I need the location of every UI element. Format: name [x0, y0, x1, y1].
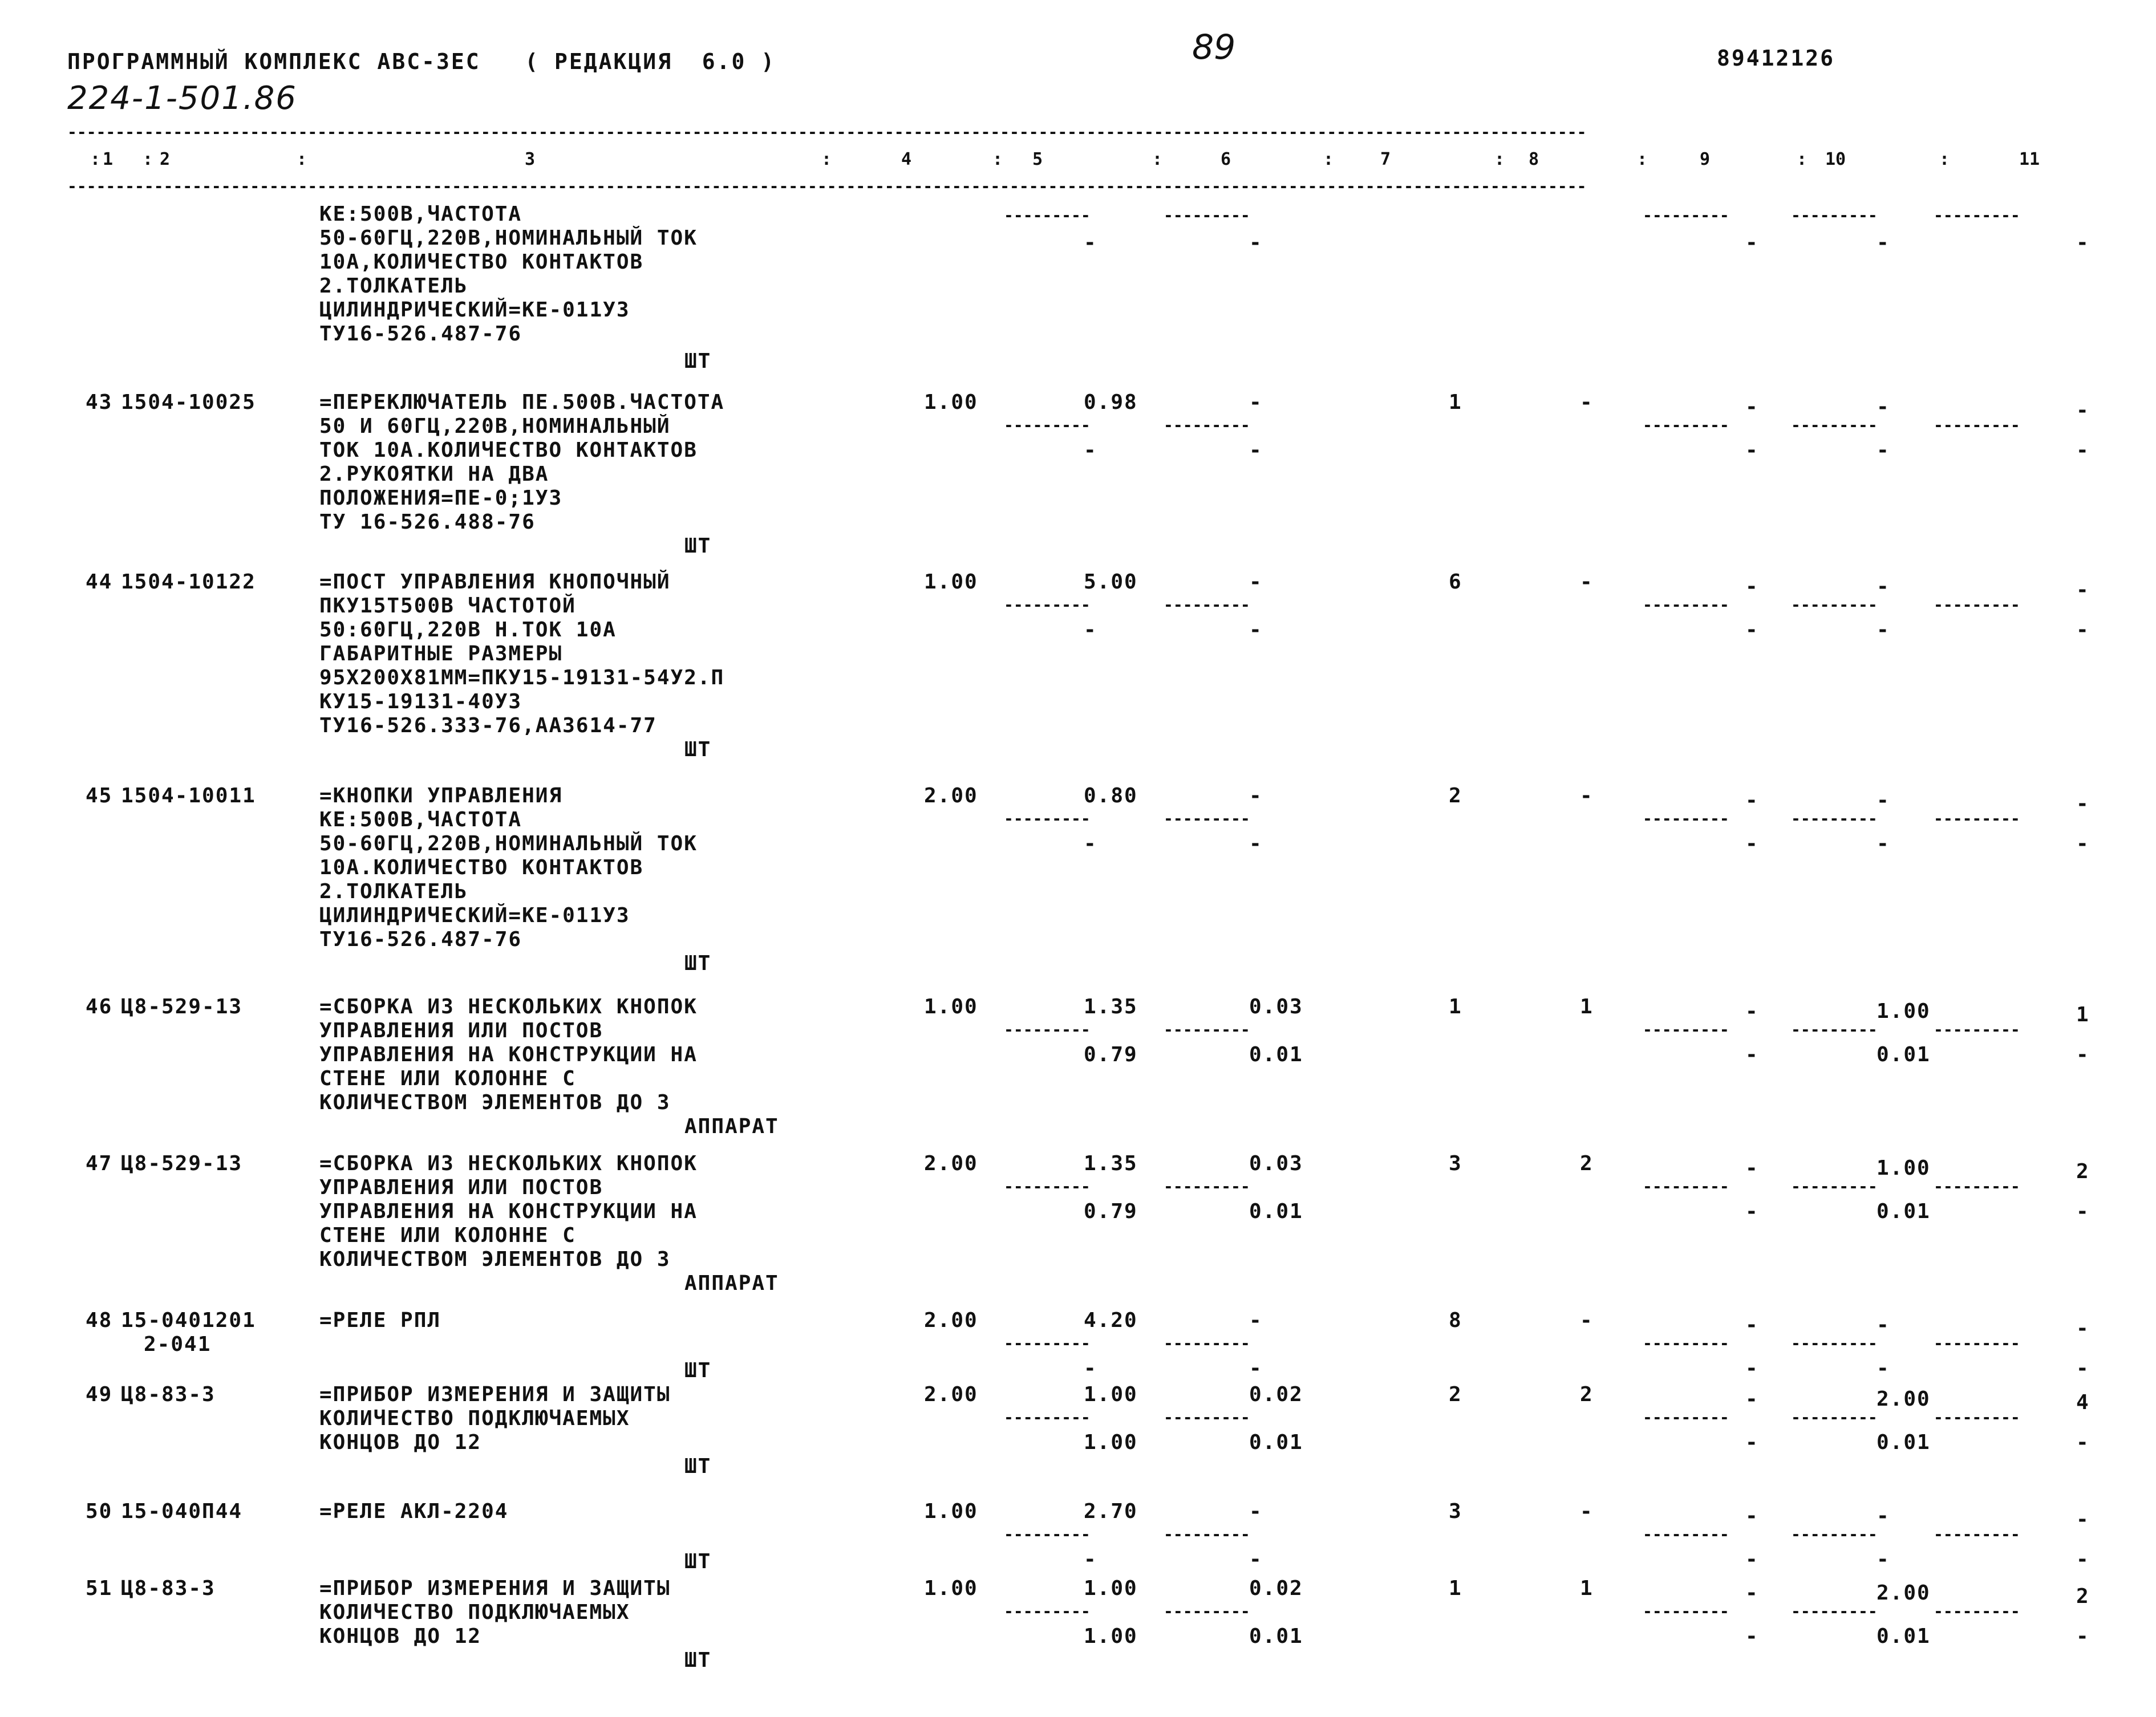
document-code: 89412126	[1717, 46, 1835, 71]
cell-col6-bottom: 0.01	[1249, 1200, 1303, 1223]
cell-col6-top: -	[1249, 784, 1263, 807]
cell-col5-top: 1.35	[1084, 995, 1138, 1018]
cell-divider-c10: ---------	[1791, 1525, 1878, 1544]
column-separator: :	[1323, 149, 1334, 169]
description-line: 2.РУКОЯТКИ НА ДВА	[319, 462, 549, 486]
row-code: 15-0401201	[121, 1309, 256, 1332]
description-line: ЦИЛИНДРИЧЕСКИЙ=КЕ-011У3	[319, 298, 630, 322]
column-separator: :	[297, 149, 307, 169]
cell-col5-top: 4.20	[1084, 1309, 1138, 1332]
unit-label: ШТ	[684, 1359, 712, 1382]
cell-col10-bottom: -	[1877, 832, 1890, 855]
description-line: КУ15-19131-40У3	[319, 690, 522, 713]
cell-col9-bottom: -	[1745, 231, 1759, 254]
description-line: СТЕНЕ ИЛИ КОЛОННЕ С	[319, 1067, 576, 1090]
cell-col4: 1.00	[924, 570, 978, 594]
description-line: =ПРИБОР ИЗМЕРЕНИЯ И ЗАЩИТЫ	[319, 1577, 671, 1600]
cell-divider-c11: ---------	[1934, 1408, 2020, 1427]
cell-divider-c11: ---------	[1934, 1177, 2020, 1196]
description-line: 50 И 60ГЦ,220В,НОМИНАЛЬНЫЙ	[319, 415, 671, 438]
cell-divider-c10: ---------	[1791, 595, 1878, 614]
cell-col7: 8	[1449, 1309, 1462, 1332]
description-line: ТУ16-526.487-76	[319, 928, 522, 951]
cell-col8: 1	[1580, 1577, 1594, 1600]
cell-col9-top: -	[1745, 1504, 1759, 1528]
column-header-6: 6	[1221, 149, 1231, 169]
column-header-5: 5	[1032, 149, 1043, 169]
cell-col5-bottom: 0.79	[1084, 1043, 1138, 1066]
column-header-3: 3	[525, 149, 536, 169]
cell-col7: 1	[1449, 391, 1462, 414]
column-separator: :	[821, 149, 832, 169]
cell-col8: 2	[1580, 1383, 1594, 1406]
row-code: 1504-10122	[121, 570, 256, 594]
row-code: Ц8-529-13	[121, 1152, 243, 1175]
cell-divider-c9: ---------	[1643, 1525, 1729, 1544]
cell-divider-c10: ---------	[1791, 1408, 1878, 1427]
cell-col9-top: -	[1745, 789, 1759, 812]
cell-col11-bottom: -	[2076, 1625, 2090, 1648]
cell-col7: 6	[1449, 570, 1462, 594]
description-line: ПКУ15Т500В ЧАСТОТОЙ	[319, 594, 576, 618]
cell-divider-c11: ---------	[1934, 416, 2020, 435]
cell-col5-bottom: -	[1084, 1548, 1097, 1571]
row-code: Ц8-529-13	[121, 995, 243, 1018]
cell-divider-c6: ---------	[1164, 1177, 1250, 1196]
cell-divider-c9: ---------	[1643, 1334, 1729, 1353]
table-header-rule: --------------------------------------------------------------------------------------------------------------------------------------------------------------	[67, 177, 1587, 196]
cell-divider-c6: ---------	[1164, 809, 1250, 828]
column-header-7: 7	[1380, 149, 1391, 169]
cell-col5-top: 5.00	[1084, 570, 1138, 594]
row-number: 51	[86, 1577, 113, 1600]
cell-col4: 1.00	[924, 1500, 978, 1523]
cell-col10-top: -	[1877, 1504, 1890, 1528]
cell-col7: 3	[1449, 1500, 1462, 1523]
description-line: ЦИЛИНДРИЧЕСКИЙ=КЕ-011У3	[319, 904, 630, 927]
cell-col9-bottom: -	[1745, 1357, 1759, 1380]
cell-divider-c5: ---------	[1004, 809, 1091, 828]
cell-col10-bottom: -	[1877, 618, 1890, 642]
cell-col6-top: -	[1249, 570, 1263, 594]
cell-divider-c5: ---------	[1004, 1177, 1091, 1196]
description-line: КОНЦОВ ДО 12	[319, 1625, 482, 1648]
row-code: Ц8-83-3	[121, 1383, 216, 1406]
description-line: УПРАВЛЕНИЯ НА КОНСТРУКЦИИ НА	[319, 1200, 698, 1223]
row-number: 46	[86, 995, 113, 1018]
cell-col11-top: 2	[2076, 1160, 2090, 1183]
description-line: ПОЛОЖЕНИЯ=ПЕ-0;1У3	[319, 486, 563, 510]
cell-col7: 2	[1449, 784, 1462, 807]
cell-col4: 2.00	[924, 1309, 978, 1332]
description-line: ТУ16-526.487-76	[319, 322, 522, 346]
cell-col10-top: -	[1877, 789, 1890, 812]
column-header-11: 11	[2019, 149, 2040, 169]
row-number: 50	[86, 1500, 113, 1523]
cell-col8: -	[1580, 1309, 1594, 1332]
description-line: КЕ:500В,ЧАСТОТА	[319, 202, 522, 226]
row-code: Ц8-83-3	[121, 1577, 216, 1600]
cell-col6-top: 0.03	[1249, 995, 1303, 1018]
cell-divider-c9: ---------	[1643, 1408, 1729, 1427]
cell-col10-bottom: 0.01	[1877, 1043, 1931, 1066]
cell-divider-c6: ---------	[1164, 206, 1250, 225]
description-line: УПРАВЛЕНИЯ ИЛИ ПОСТОВ	[319, 1176, 603, 1199]
cell-col5-top: 1.00	[1084, 1383, 1138, 1406]
cell-divider-c5: ---------	[1004, 1020, 1091, 1039]
row-number: 45	[86, 784, 113, 807]
cell-divider-c11: ---------	[1934, 1602, 2020, 1621]
cell-col11-bottom: -	[2076, 439, 2090, 462]
cell-divider-c5: ---------	[1004, 1602, 1091, 1621]
cell-divider-c9: ---------	[1643, 809, 1729, 828]
cell-col5-bottom: -	[1084, 439, 1097, 462]
column-header-4: 4	[901, 149, 912, 169]
cell-col11-bottom: -	[2076, 231, 2090, 254]
description-line: =РЕЛЕ АКЛ-2204	[319, 1500, 509, 1523]
cell-col11-top: -	[2076, 792, 2090, 815]
description-line: 50-60ГЦ,220В,НОМИНАЛЬНЫЙ ТОК	[319, 226, 698, 250]
description-line: КЕ:500В,ЧАСТОТА	[319, 808, 522, 831]
cell-col9-bottom: -	[1745, 1625, 1759, 1648]
cell-col11-bottom: -	[2076, 1548, 2090, 1571]
cell-col4: 2.00	[924, 1383, 978, 1406]
unit-label: ШТ	[684, 1455, 712, 1478]
description-line: ГАБАРИТНЫЕ РАЗМЕРЫ	[319, 642, 563, 665]
cell-col6-bottom: 0.01	[1249, 1043, 1303, 1066]
cell-divider-c6: ---------	[1164, 1334, 1250, 1353]
cell-col5-bottom: 0.79	[1084, 1200, 1138, 1223]
column-header-10: 10	[1825, 149, 1846, 169]
cell-col7: 1	[1449, 1577, 1462, 1600]
column-header-8: 8	[1529, 149, 1539, 169]
program-title: ПРОГРАММНЫЙ КОМПЛЕКС АВС-3ЕС ( РЕДАКЦИЯ 6.0 )	[67, 49, 776, 74]
cell-col7: 1	[1449, 995, 1462, 1018]
cell-col10-bottom: 0.01	[1877, 1431, 1931, 1454]
cell-col11-top: 4	[2076, 1391, 2090, 1414]
cell-col9-bottom: -	[1745, 439, 1759, 462]
cell-col5-bottom: -	[1084, 1357, 1097, 1380]
description-line: =СБОРКА ИЗ НЕСКОЛЬКИХ КНОПОК	[319, 1152, 698, 1175]
unit-label: ШТ	[684, 350, 712, 373]
row-code-continued: 2-041	[144, 1333, 212, 1356]
cell-col6-bottom: -	[1249, 618, 1263, 642]
project-code: 224-1-501.86	[67, 80, 297, 117]
cell-divider-c9: ---------	[1643, 416, 1729, 435]
column-separator: :	[1152, 149, 1163, 169]
description-line: =РЕЛЕ РПЛ	[319, 1309, 441, 1332]
cell-divider-c11: ---------	[1934, 1020, 2020, 1039]
cell-col5-top: 0.80	[1084, 784, 1138, 807]
cell-col11-top: -	[2076, 1508, 2090, 1531]
description-line: =ПРИБОР ИЗМЕРЕНИЯ И ЗАЩИТЫ	[319, 1383, 671, 1406]
table-top-rule: --------------------------------------------------------------------------------------------------------------------------------------------------------------	[67, 123, 1587, 141]
cell-divider-c9: ---------	[1643, 1020, 1729, 1039]
cell-col11-top: 1	[2076, 1003, 2090, 1026]
description-line: ТОК 10А.КОЛИЧЕСТВО КОНТАКТОВ	[319, 439, 698, 462]
cell-divider-c11: ---------	[1934, 1525, 2020, 1544]
cell-col5-bottom: -	[1084, 231, 1097, 254]
cell-divider-c5: ---------	[1004, 1334, 1091, 1353]
cell-divider-c9: ---------	[1643, 1602, 1729, 1621]
cell-col11-bottom: -	[2076, 1431, 2090, 1454]
unit-label: ШТ	[684, 534, 712, 558]
cell-col10-bottom: 0.01	[1877, 1625, 1931, 1648]
cell-divider-c10: ---------	[1791, 809, 1878, 828]
cell-col4: 1.00	[924, 995, 978, 1018]
cell-col10-top: 2.00	[1877, 1581, 1931, 1605]
cell-col11-bottom: -	[2076, 1043, 2090, 1066]
cell-divider-c6: ---------	[1164, 1408, 1250, 1427]
cell-col11-top: -	[2076, 399, 2090, 422]
cell-col10-bottom: -	[1877, 439, 1890, 462]
cell-col6-bottom: -	[1249, 231, 1263, 254]
cell-divider-c9: ---------	[1643, 595, 1729, 614]
row-code: 1504-10025	[121, 391, 256, 414]
cell-col9-top: -	[1745, 1000, 1759, 1023]
cell-divider-c11: ---------	[1934, 1334, 2020, 1353]
cell-divider-c10: ---------	[1791, 1602, 1878, 1621]
cell-col11-top: -	[2076, 1317, 2090, 1340]
cell-col5-top: 1.35	[1084, 1152, 1138, 1175]
row-code: 1504-10011	[121, 784, 256, 807]
cell-col4: 2.00	[924, 1152, 978, 1175]
cell-col8: 2	[1580, 1152, 1594, 1175]
description-line: СТЕНЕ ИЛИ КОЛОННЕ С	[319, 1224, 576, 1247]
cell-col5-top: 1.00	[1084, 1577, 1138, 1600]
cell-col9-top: -	[1745, 1156, 1759, 1180]
column-separator: :	[90, 149, 101, 169]
cell-col8: 1	[1580, 995, 1594, 1018]
description-line: ТУ 16-526.488-76	[319, 510, 536, 534]
cell-col11-bottom: -	[2076, 832, 2090, 855]
cell-divider-c6: ---------	[1164, 1525, 1250, 1544]
cell-col8: -	[1580, 391, 1594, 414]
cell-col10-top: 2.00	[1877, 1387, 1931, 1411]
description-line: КОНЦОВ ДО 12	[319, 1431, 482, 1454]
column-separator: :	[1494, 149, 1505, 169]
cell-col6-top: 0.02	[1249, 1383, 1303, 1406]
cell-divider-c5: ---------	[1004, 1525, 1091, 1544]
cell-col9-bottom: -	[1745, 1043, 1759, 1066]
cell-col5-bottom: -	[1084, 832, 1097, 855]
cell-col10-top: -	[1877, 575, 1890, 598]
column-header-1: 1	[103, 149, 114, 169]
cell-col5-top: 0.98	[1084, 391, 1138, 414]
description-line: 50:60ГЦ,220В Н.ТОК 10А	[319, 618, 617, 642]
description-line: 50-60ГЦ,220В,НОМИНАЛЬНЫЙ ТОК	[319, 832, 698, 855]
row-number: 49	[86, 1383, 113, 1406]
cell-col8: -	[1580, 1500, 1594, 1523]
cell-col10-bottom: -	[1877, 1357, 1890, 1380]
description-line: КОЛИЧЕСТВОМ ЭЛЕМЕНТОВ ДО 3	[319, 1248, 671, 1271]
description-line: УПРАВЛЕНИЯ ИЛИ ПОСТОВ	[319, 1019, 603, 1042]
description-line: =ПЕРЕКЛЮЧАТЕЛЬ ПЕ.500В.ЧАСТОТА	[319, 391, 725, 414]
cell-col11-bottom: -	[2076, 618, 2090, 642]
cell-divider-c11: ---------	[1934, 206, 2020, 225]
cell-col5-bottom: 1.00	[1084, 1431, 1138, 1454]
cell-col9-bottom: -	[1745, 1200, 1759, 1223]
cell-col11-top: -	[2076, 578, 2090, 602]
cell-divider-c11: ---------	[1934, 809, 2020, 828]
cell-divider-c9: ---------	[1643, 206, 1729, 225]
cell-col11-bottom: -	[2076, 1200, 2090, 1223]
description-line: ТУ16-526.333-76,АА3614-77	[319, 714, 657, 737]
cell-col6-top: 0.02	[1249, 1577, 1303, 1600]
column-header-2: 2	[160, 149, 171, 169]
cell-divider-c6: ---------	[1164, 595, 1250, 614]
cell-divider-c10: ---------	[1791, 1177, 1878, 1196]
cell-col8: -	[1580, 784, 1594, 807]
row-number: 44	[86, 570, 113, 594]
cell-col6-top: 0.03	[1249, 1152, 1303, 1175]
cell-divider-c6: ---------	[1164, 416, 1250, 435]
description-line: 10А.КОЛИЧЕСТВО КОНТАКТОВ	[319, 856, 644, 879]
column-separator: :	[143, 149, 153, 169]
cell-col10-top: 1.00	[1877, 1156, 1931, 1180]
cell-col6-bottom: -	[1249, 1548, 1263, 1571]
column-separator: :	[1939, 149, 1950, 169]
cell-divider-c6: ---------	[1164, 1602, 1250, 1621]
column-header-9: 9	[1700, 149, 1711, 169]
description-line: КОЛИЧЕСТВО ПОДКЛЮЧАЕМЫХ	[319, 1407, 630, 1430]
unit-label: ШТ	[684, 1550, 712, 1573]
cell-col6-bottom: 0.01	[1249, 1625, 1303, 1648]
cell-col4: 1.00	[924, 391, 978, 414]
cell-divider-c10: ---------	[1791, 1020, 1878, 1039]
cell-divider-c5: ---------	[1004, 206, 1091, 225]
cell-col4: 1.00	[924, 1577, 978, 1600]
cell-col6-bottom: -	[1249, 439, 1263, 462]
cell-col11-bottom: -	[2076, 1357, 2090, 1380]
description-line: УПРАВЛЕНИЯ НА КОНСТРУКЦИИ НА	[319, 1043, 698, 1066]
cell-divider-c6: ---------	[1164, 1020, 1250, 1039]
cell-col6-top: -	[1249, 1309, 1263, 1332]
cell-col6-bottom: 0.01	[1249, 1431, 1303, 1454]
cell-col9-top: -	[1745, 1313, 1759, 1337]
description-line: 95Х200Х81ММ=ПКУ15-19131-54У2.П	[319, 666, 725, 689]
description-line: КОЛИЧЕСТВО ПОДКЛЮЧАЕМЫХ	[319, 1601, 630, 1624]
unit-label: АППАРАТ	[684, 1272, 779, 1295]
row-number: 47	[86, 1152, 113, 1175]
description-line: КОЛИЧЕСТВОМ ЭЛЕМЕНТОВ ДО 3	[319, 1091, 671, 1114]
description-line: =КНОПКИ УПРАВЛЕНИЯ	[319, 784, 563, 807]
cell-col6-top: -	[1249, 391, 1263, 414]
cell-col6-bottom: -	[1249, 1357, 1263, 1380]
cell-divider-c5: ---------	[1004, 595, 1091, 614]
cell-divider-c11: ---------	[1934, 595, 2020, 614]
cell-col9-bottom: -	[1745, 1431, 1759, 1454]
cell-col9-bottom: -	[1745, 618, 1759, 642]
cell-divider-c5: ---------	[1004, 1408, 1091, 1427]
description-line: 2.ТОЛКАТЕЛЬ	[319, 274, 468, 298]
description-line: 10А,КОЛИЧЕСТВО КОНТАКТОВ	[319, 250, 644, 274]
cell-col10-bottom: -	[1877, 1548, 1890, 1571]
cell-col8: -	[1580, 570, 1594, 594]
unit-label: АППАРАТ	[684, 1115, 779, 1138]
column-separator: :	[1797, 149, 1808, 169]
cell-col6-top: -	[1249, 1500, 1263, 1523]
description-line: 2.ТОЛКАТЕЛЬ	[319, 880, 468, 903]
cell-col10-bottom: 0.01	[1877, 1200, 1931, 1223]
unit-label: ШТ	[684, 952, 712, 975]
cell-col10-top: -	[1877, 1313, 1890, 1337]
cell-col9-top: -	[1745, 1387, 1759, 1411]
cell-col4: 2.00	[924, 784, 978, 807]
cell-col11-top: 2	[2076, 1585, 2090, 1608]
unit-label: ШТ	[684, 1649, 712, 1672]
cell-col10-top: -	[1877, 395, 1890, 419]
cell-col5-top: 2.70	[1084, 1500, 1138, 1523]
cell-col5-bottom: 1.00	[1084, 1625, 1138, 1648]
page-number: 89	[1192, 27, 1236, 67]
cell-col10-bottom: -	[1877, 231, 1890, 254]
row-number: 48	[86, 1309, 113, 1332]
cell-col9-top: -	[1745, 575, 1759, 598]
cell-col7: 3	[1449, 1152, 1462, 1175]
row-number: 43	[86, 391, 113, 414]
cell-divider-c10: ---------	[1791, 206, 1878, 225]
cell-col5-bottom: -	[1084, 618, 1097, 642]
cell-col10-top: 1.00	[1877, 1000, 1931, 1023]
cell-divider-c9: ---------	[1643, 1177, 1729, 1196]
cell-col9-bottom: -	[1745, 832, 1759, 855]
row-code: 15-040П44	[121, 1500, 243, 1523]
cell-divider-c5: ---------	[1004, 416, 1091, 435]
description-line: =ПОСТ УПРАВЛЕНИЯ КНОПОЧНЫЙ	[319, 570, 671, 594]
column-separator: :	[992, 149, 1003, 169]
cell-col9-top: -	[1745, 395, 1759, 419]
cell-col6-bottom: -	[1249, 832, 1263, 855]
unit-label: ШТ	[684, 738, 712, 761]
description-line: =СБОРКА ИЗ НЕСКОЛЬКИХ КНОПОК	[319, 995, 698, 1018]
cell-col9-bottom: -	[1745, 1548, 1759, 1571]
cell-col7: 2	[1449, 1383, 1462, 1406]
cell-divider-c10: ---------	[1791, 416, 1878, 435]
cell-divider-c10: ---------	[1791, 1334, 1878, 1353]
cell-col9-top: -	[1745, 1581, 1759, 1605]
column-separator: :	[1637, 149, 1648, 169]
